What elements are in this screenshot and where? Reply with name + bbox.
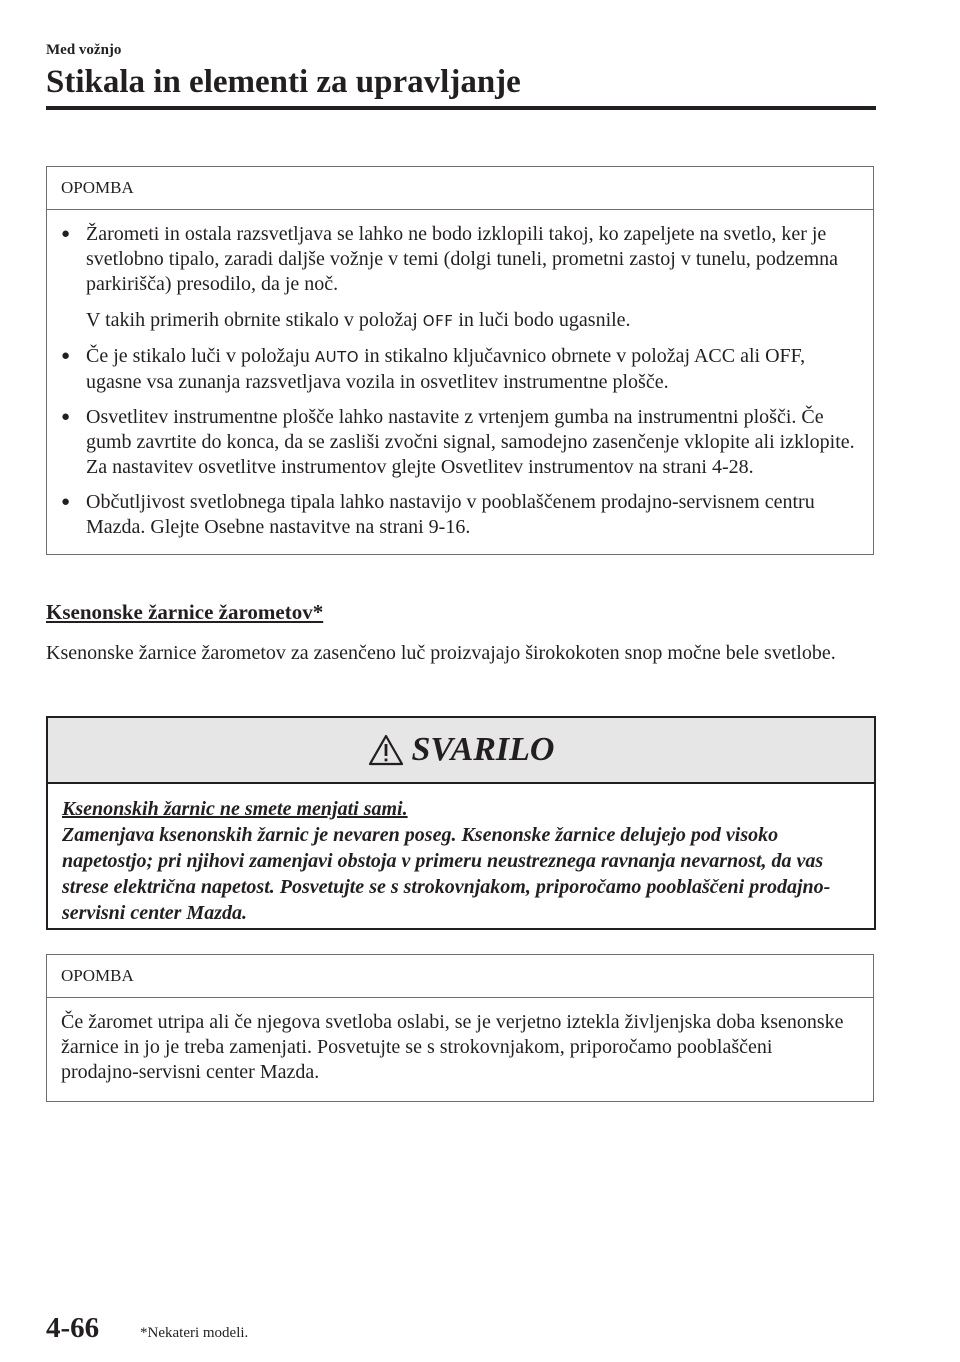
warning-text: Zamenjava ksenonskih žarnic je nevaren poseg. Ksenonske žarnice delujejo pod visoko napetostjo; pri njihovi zamenjavi obstoja v primeru neustreznega ravnanja nevarnost, da vas strese električna napetost. Posvetujte se s strokovnjakom, priporočamo pooblaščeni prodajno-servisni center Mazda.	[62, 824, 831, 924]
bullet-2-post: in stikalno ključavnico obrnete v položaj ACC ali OFF, ugasne vsa zunanja razsvetljava vozila in osvetlitev instrumentne plošče.	[86, 345, 806, 393]
note-body	[47, 210, 873, 554]
bullet-4-text: Občutljivost svetlobnega tipala lahko nastavijo v pooblaščenem prodajno-servisnem centru Mazda. Glejte Osebne nastavitve na strani 9-16.	[86, 491, 815, 538]
note-bullet-4	[61, 490, 855, 540]
bullet-3-text: Osvetlitev instrumentne plošče lahko nastavite z vrtenjem gumba na instrumentni plošči. Če gumb zavrtite do konca, da se zasliši zvočni signal, samodejno zasenčenje vklopite ali izklopite. Za nastavitev osvetlitve instrumentov glejte Osvetlitev instrumentov na strani 4-28.	[86, 406, 855, 478]
note-bullet-3	[61, 405, 855, 480]
bullet-1-text: Žarometi in ostala razsvetljava se lahko ne bodo izklopili takoj, ko zapeljete na svetlo, ker je svetlobno tipalo, zaradi daljše vožnje v temi (dolgi tuneli, prometni zastoj v tunelu, podzemna parkirišča) presodilo, da je noč.	[86, 223, 839, 295]
page-number: 4-66	[46, 1312, 100, 1344]
bullet-2-pre: Če je stikalo luči v položaju	[86, 345, 310, 367]
title-divider	[46, 106, 876, 110]
warning-header	[48, 718, 874, 784]
auto-symbol: AUTO	[314, 348, 360, 366]
bullet-1-cont-post: in luči bodo ugasnile.	[458, 309, 631, 331]
subsection-heading: Ksenonske žarnice žarometov*	[46, 600, 324, 624]
off-symbol: OFF	[422, 312, 454, 330]
bullet-1-cont-pre: V takih primerih obrnite stikalo v položaj	[86, 309, 418, 331]
note-2-body: Če žaromet utripa ali če njegova svetloba oslabi, se je verjetno iztekla življenjska doba ksenonske žarnice in jo je treba zamenjati. Posvetujte se s strokovnjakom, priporočamo pooblaščeni prodajno-servisni center Mazda.	[61, 1011, 844, 1083]
note-heading: OPOMBA	[47, 167, 873, 210]
note-heading: OPOMBA	[47, 955, 873, 998]
note-bullet-1	[61, 222, 855, 334]
note-box-2	[46, 954, 874, 1102]
warning-body	[48, 784, 874, 938]
note-box-1	[46, 166, 874, 555]
subsection-body: Ksenonske žarnice žarometov za zasenčeno luč proizvajajo širokokoten snop močne bele svetlobe.	[46, 642, 836, 664]
page-title: Stikala in elementi za upravljanje	[46, 64, 521, 100]
bullet-dot-icon: ●	[61, 494, 71, 510]
bullet-dot-icon: ●	[61, 348, 71, 364]
note-bullet-2	[61, 344, 855, 395]
bullet-1-continuation	[86, 308, 855, 334]
footnote: *Nekateri modeli.	[140, 1325, 249, 1341]
warning-box	[46, 716, 876, 930]
section-label: Med vožnjo	[46, 42, 122, 58]
bullet-dot-icon: ●	[61, 226, 71, 242]
warning-title: SVARILO	[411, 731, 555, 768]
warning-line-1: Ksenonskih žarnic ne smete menjati sami.	[62, 798, 408, 820]
warning-triangle-icon	[368, 734, 404, 766]
bullet-dot-icon: ●	[61, 409, 71, 425]
bullet-2-text	[86, 344, 855, 395]
